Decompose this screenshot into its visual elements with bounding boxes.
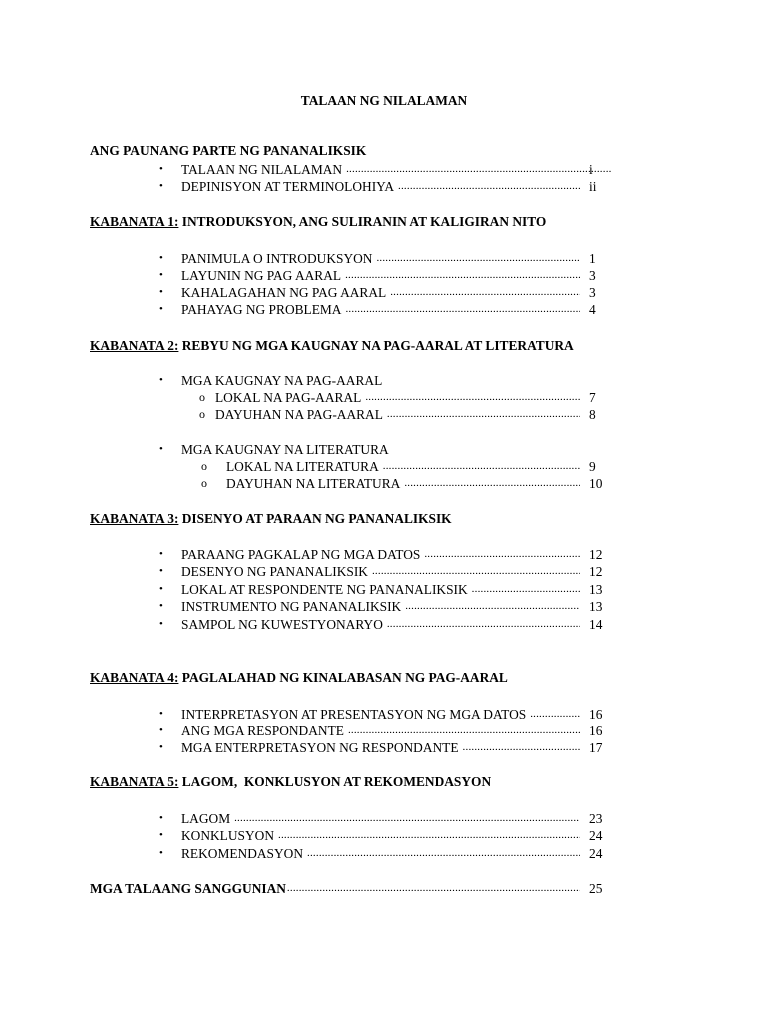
entry-label: PAHAYAG NG PROBLEMA — [181, 302, 342, 317]
page-number: 10 — [589, 476, 603, 491]
toc-references-entry — [90, 880, 603, 897]
page-number: 3 — [589, 285, 596, 300]
dot-leader — [376, 250, 580, 267]
entry-label: DAYUHAN NA LITERATURA — [226, 476, 401, 491]
dot-leader — [372, 563, 580, 580]
chapter-number: KABANATA 2: — [90, 338, 179, 353]
page-number: ii — [589, 179, 597, 194]
chapter-title: LAGOM, KONKLUSYON AT REKOMENDASYON — [178, 774, 492, 789]
entry-label: TALAAN NG NILALAMAN — [181, 162, 343, 177]
entry-label: LAGOM — [181, 811, 231, 826]
toc-entry — [159, 563, 603, 580]
toc-subentry — [201, 458, 596, 475]
chapter-title: REBYU NG MGA KAUGNAY NA PAG-AARAL AT LITERATURA — [178, 338, 574, 353]
toc-group-heading — [159, 372, 559, 389]
entry-label: KONKLUSYON — [181, 828, 274, 843]
dot-leader — [472, 581, 580, 598]
dot-leader — [387, 616, 580, 633]
section-title: ANG PAUNANG PARTE NG PANANALIKSIK — [90, 143, 367, 158]
chapter-number: KABANATA 1: — [90, 214, 179, 229]
open-bullet-icon: o — [199, 390, 205, 404]
entry-label: PANIMULA O INTRODUKSYON — [181, 251, 373, 266]
chapter-title: DISENYO AT PARAAN NG PANANALIKSIK — [178, 511, 452, 526]
chapter-4-heading — [90, 670, 508, 686]
bullet-icon: • — [159, 565, 163, 577]
page-number: 3 — [589, 268, 596, 283]
toc-entry — [159, 706, 603, 723]
dot-leader — [463, 739, 580, 756]
chapter-number: KABANATA 4: — [90, 670, 179, 685]
toc-entry — [159, 178, 597, 195]
dot-leader — [404, 475, 580, 492]
toc-entry — [159, 810, 603, 827]
page-number: 13 — [589, 599, 603, 614]
page-number: 13 — [589, 582, 603, 597]
page-number: 4 — [589, 302, 596, 317]
entry-label: MGA ENTERPRETASYON NG RESPONDANTE — [181, 740, 459, 755]
toc-entry — [159, 581, 603, 598]
dot-leader — [348, 722, 580, 739]
dot-leader — [307, 845, 580, 862]
chapter-title: INTRODUKSYON, ANG SULIRANIN AT KALIGIRAN NITO — [178, 214, 547, 229]
bullet-icon: • — [159, 443, 163, 455]
page-number: 23 — [589, 811, 603, 826]
dot-leader — [398, 178, 580, 195]
bullet-icon: • — [159, 163, 163, 175]
bullet-icon: • — [159, 374, 163, 386]
entry-label: LOKAL NA LITERATURA — [226, 459, 379, 474]
toc-subentry — [201, 475, 603, 492]
toc-entry — [159, 161, 616, 178]
bullet-icon: • — [159, 847, 163, 859]
chapter-number: KABANATA 5: — [90, 774, 179, 789]
chapter-title: PAGLALAHAD NG KINALABASAN NG PAG-AARAL — [178, 670, 508, 685]
bullet-icon: • — [159, 724, 163, 736]
page-number: 17 — [589, 740, 603, 755]
bullet-icon: • — [159, 269, 163, 281]
bullet-icon: • — [159, 708, 163, 720]
chapter-number: KABANATA 3: — [90, 511, 179, 526]
page-number: 7 — [589, 390, 596, 405]
page-number: 16 — [589, 723, 603, 738]
page-number: 24 — [589, 828, 603, 843]
entry-label: SAMPOL NG KUWESTYONARYO — [181, 617, 383, 632]
entry-label: INTERPRETASYON AT PRESENTASYON NG MGA DATOS — [181, 707, 527, 722]
page-number: 1 — [589, 251, 596, 266]
bullet-icon: • — [159, 741, 163, 753]
entry-label: REKOMENDASYON — [181, 846, 304, 861]
page-number: 12 — [589, 547, 603, 562]
dot-leader — [390, 284, 580, 301]
entry-label: LAYUNIN NG PAG AARAL — [181, 268, 342, 283]
toc-entry — [159, 598, 603, 615]
page-number: 16 — [589, 707, 603, 722]
bullet-icon: • — [159, 252, 163, 264]
page-number: 8 — [589, 407, 596, 422]
toc-entry — [159, 546, 603, 563]
bullet-icon: • — [159, 812, 163, 824]
dot-leader — [346, 161, 612, 178]
entry-label: DAYUHAN NA PAG-AARAL — [215, 407, 383, 422]
toc-entry — [159, 616, 603, 633]
toc-group-heading — [159, 441, 559, 458]
bullet-icon: • — [159, 303, 163, 315]
entry-label: INSTRUMENTO NG PANANALIKSIK — [181, 599, 402, 614]
entry-label: MGA TALAANG SANGGUNIAN — [90, 881, 286, 896]
chapter-3-heading — [90, 511, 452, 527]
dot-leader — [345, 301, 580, 318]
page-number: 9 — [589, 459, 596, 474]
entry-label: DEPINISYON AT TERMINOLOHIYA — [181, 179, 395, 194]
entry-label: KAHALAGAHAN NG PAG AARAL — [181, 285, 387, 300]
dot-leader — [387, 406, 580, 423]
dot-leader — [234, 810, 580, 827]
toc-entry — [159, 284, 596, 301]
open-bullet-icon: o — [199, 407, 205, 421]
bullet-icon: • — [159, 286, 163, 298]
entry-label: LOKAL NA PAG-AARAL — [215, 390, 362, 405]
page-number: 24 — [589, 846, 603, 861]
page-number: 25 — [589, 881, 603, 896]
entry-label: ANG MGA RESPONDANTE — [181, 723, 344, 738]
page-title: TALAAN NG NILALAMAN — [300, 93, 468, 108]
open-bullet-icon: o — [201, 459, 207, 473]
group-label: MGA KAUGNAY NA LITERATURA — [181, 442, 389, 457]
toc-entry — [159, 267, 596, 284]
toc-entry — [159, 827, 603, 844]
entry-label: DESENYO NG PANANALIKSIK — [181, 564, 368, 579]
dot-leader — [278, 827, 580, 844]
entry-label: LOKAL AT RESPONDENTE NG PANANALIKSIK — [181, 582, 468, 597]
group-label: MGA KAUGNAY NA PAG-AARAL — [181, 373, 383, 388]
section-heading-preface — [90, 143, 366, 159]
toc-entry — [159, 722, 603, 739]
toc-subentry — [199, 406, 596, 423]
entry-label: PARAANG PAGKALAP NG MGA DATOS — [181, 547, 421, 562]
toc-entry — [159, 301, 596, 318]
chapter-1-heading — [90, 214, 546, 230]
chapter-5-heading — [90, 774, 491, 790]
dot-leader — [383, 458, 580, 475]
page-number: i — [589, 162, 593, 177]
toc-entry — [159, 845, 603, 862]
toc-entry — [159, 739, 603, 756]
bullet-icon: • — [159, 600, 163, 612]
dot-leader — [405, 598, 580, 615]
dot-leader — [287, 880, 580, 897]
dot-leader — [424, 546, 580, 563]
bullet-icon: • — [159, 583, 163, 595]
bullet-icon: • — [159, 180, 163, 192]
dot-leader — [365, 389, 580, 406]
bullet-icon: • — [159, 829, 163, 841]
open-bullet-icon: o — [201, 476, 207, 490]
bullet-icon: • — [159, 618, 163, 630]
toc-subentry — [199, 389, 596, 406]
toc-entry — [159, 250, 596, 267]
page-number: 14 — [589, 617, 603, 632]
bullet-icon: • — [159, 548, 163, 560]
dot-leader — [345, 267, 580, 284]
dot-leader — [530, 706, 580, 723]
chapter-2-heading — [90, 338, 574, 354]
page-number: 12 — [589, 564, 603, 579]
